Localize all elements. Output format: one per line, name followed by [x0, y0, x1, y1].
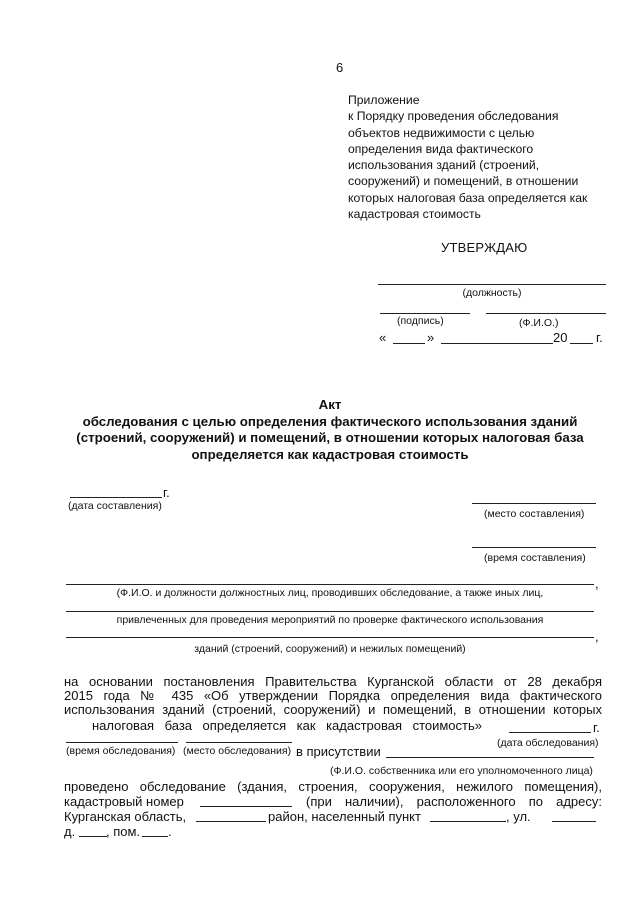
date-suffix: г. — [596, 330, 603, 345]
inspection-date-caption: (дата обследования) — [497, 737, 599, 749]
annex-note — [348, 92, 618, 222]
signature-caption: (подпись) — [397, 315, 444, 327]
date-year-line[interactable] — [570, 343, 593, 344]
presence-text: в присутствии — [296, 744, 381, 759]
final-period: . — [168, 824, 172, 839]
inspection-date-suffix: г. — [593, 720, 600, 735]
position-caption: (должность) — [462, 287, 522, 299]
officials-line-3[interactable] — [66, 637, 594, 638]
paragraph-line-4: налоговая база определяется как кадастровая стоимость» — [92, 718, 482, 733]
settlement-line[interactable] — [430, 821, 506, 822]
paragraph-line: на основании постановления Правительства Курганской области от 28 декабря — [64, 674, 602, 689]
officials-caption-2: привлеченных для проведения мероприятий по проверке фактического использования — [116, 614, 544, 626]
officials-line-1[interactable] — [66, 584, 594, 585]
street-line[interactable] — [552, 821, 596, 822]
compile-place-caption: (место составления) — [484, 508, 585, 520]
annex-line: Приложение — [348, 93, 420, 107]
district-label: район, населенный пункт — [268, 809, 421, 824]
owner-caption: (Ф.И.О. собственника или его уполномоченного лица) — [330, 765, 593, 777]
inspection-time-line[interactable] — [66, 742, 178, 743]
compile-time-line[interactable] — [472, 547, 596, 548]
paragraph-line: 2015 года № 435 «Об утверждении Порядка определения вида фактического — [64, 688, 602, 703]
title-line: определяется как кадастровая стоимость — [191, 446, 469, 462]
cadastral-label: кадастровый номер — [64, 794, 184, 809]
name-caption: (Ф.И.О.) — [519, 317, 559, 329]
title-line: (строений, сооружений) и помещений, в отношении которых налоговая база — [76, 430, 584, 445]
basis-paragraph — [64, 675, 602, 717]
inspection-place-caption: (место обследования) — [183, 745, 292, 757]
cadastral-suffix: (при наличии), расположенного по адресу: — [306, 794, 602, 809]
date-day-line[interactable] — [393, 343, 425, 344]
date-year-prefix: 20 — [553, 330, 568, 345]
house-line[interactable] — [79, 836, 107, 837]
region-label: Курганская область, — [64, 809, 187, 824]
annex-line: к Порядку проведения обследования — [348, 109, 559, 124]
annex-line: кадастровая стоимость — [348, 207, 481, 222]
officials-comma-2: , — [595, 629, 599, 644]
inspection-date-line[interactable] — [509, 732, 591, 733]
house-label: д. — [64, 824, 76, 839]
officials-line-2[interactable] — [66, 611, 594, 612]
annex-line: использования зданий (строений, — [348, 158, 540, 173]
signature-field-line[interactable] — [380, 313, 470, 314]
annex-line: объектов недвижимости с целью — [348, 125, 535, 140]
date-open-quote: « — [379, 330, 387, 345]
position-field-line[interactable] — [378, 284, 606, 285]
owner-field-line[interactable] — [386, 757, 594, 758]
cadastral-number-line[interactable] — [200, 806, 292, 807]
paragraph-line-5: проведено обследование (здания, строения, сооружения, нежилого помещения), — [64, 779, 602, 794]
title-line: обследования с целью определения фактического использования зданий — [82, 413, 578, 429]
compile-place-line[interactable] — [472, 503, 596, 504]
compile-date-suffix: г. — [163, 485, 170, 500]
annex-line: сооружений) и помещений, в отношении — [348, 174, 579, 189]
date-close-quote: » — [427, 330, 435, 345]
page-number: 6 — [336, 60, 344, 75]
annex-line: определения вида фактического — [348, 141, 534, 156]
district-line[interactable] — [196, 821, 266, 822]
officials-comma: , — [595, 576, 599, 591]
name-field-line[interactable] — [486, 313, 606, 314]
act-title — [60, 397, 600, 463]
annex-line: которых налоговая база определяется как — [348, 190, 588, 205]
date-month-line[interactable] — [441, 343, 553, 344]
room-label: , пом. — [106, 824, 141, 839]
approval-heading: УТВЕРЖДАЮ — [441, 240, 528, 255]
paragraph-line: использования зданий (строений, сооружений) и помещений, в отношении которых — [64, 702, 602, 717]
compile-date-caption: (дата составления) — [68, 500, 162, 512]
inspection-time-caption: (время обследования) — [66, 745, 176, 757]
title-line: Акт — [318, 397, 342, 412]
officials-caption-3: зданий (строений, сооружений) и нежилых помещений) — [194, 643, 466, 655]
inspection-place-line[interactable] — [186, 742, 292, 743]
street-label: , ул. — [506, 809, 531, 824]
room-line[interactable] — [142, 836, 168, 837]
compile-date-line[interactable] — [70, 497, 162, 498]
compile-time-caption: (время составления) — [484, 552, 586, 564]
officials-caption-1: (Ф.И.О. и должности должностных лиц, проводивших обследование, а также иных лиц, — [116, 587, 544, 599]
